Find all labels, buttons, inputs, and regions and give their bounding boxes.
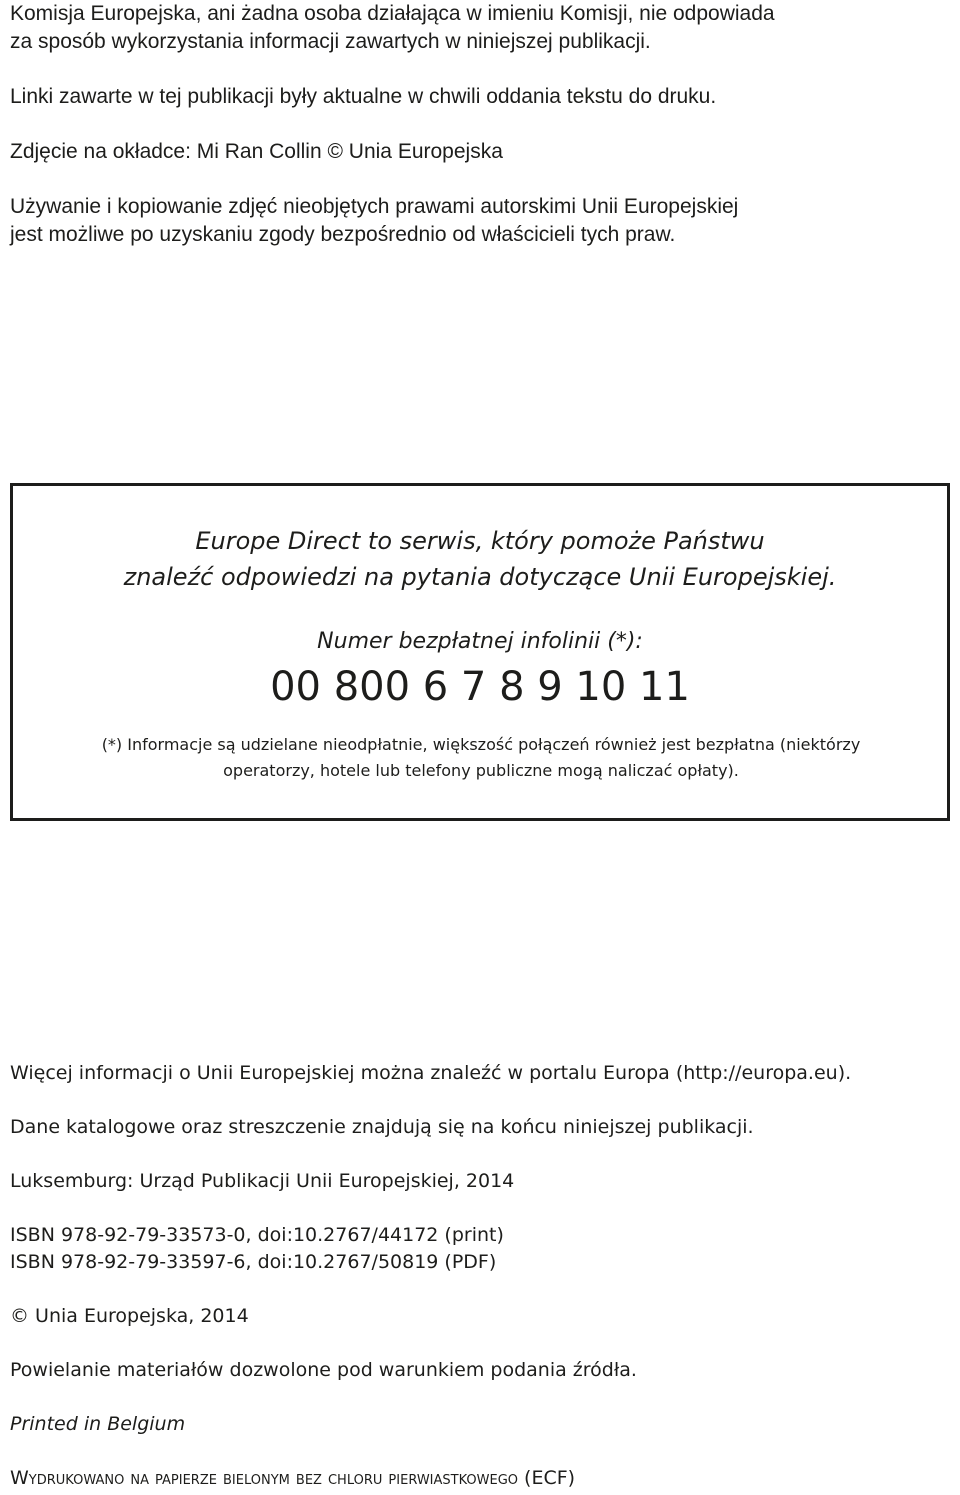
lead-line-2: znaleźć odpowiedzi na pytania dotyczące Unii Europejskiej. bbox=[123, 563, 837, 591]
disclaimer-line-1: Komisja Europejska, ani żadna osoba działająca w imieniu Komisji, nie odpowiada bbox=[10, 2, 775, 25]
reproduction-line: Powielanie materiałów dozwolone pod warunkiem podania źródła. bbox=[10, 1359, 637, 1381]
copyright-line: © Unia Europejska, 2014 bbox=[10, 1305, 249, 1327]
disclaimer-line-2: za sposób wykorzystania informacji zawartych w niniejszej publikacji. bbox=[10, 30, 651, 53]
printed-in-line: Printed in Belgium bbox=[10, 1413, 186, 1435]
footnote-line-2: operatorzy, hotele lub telefony publiczne mogą naliczać opłaty). bbox=[223, 761, 739, 780]
legal-notice-section bbox=[10, 0, 950, 249]
publisher-line: Luksemburg: Urząd Publikacji Unii Europejskiej, 2014 bbox=[10, 1170, 515, 1192]
paper-note-line: Wydrukowano na papierze bielonym bez chloru pierwiastkowego (ECF) bbox=[10, 1467, 576, 1489]
infoline-number: 00 800 6 7 8 9 10 11 bbox=[270, 664, 690, 710]
infoline-label: Numer bezpłatnej infolinii (*): bbox=[317, 629, 643, 654]
lead-line-1: Europe Direct to serwis, który pomoże Państwu bbox=[195, 527, 765, 555]
europe-direct-box bbox=[10, 483, 950, 821]
isbn-print: ISBN 978-92-79-33573-0, doi:10.2767/44172 (print) bbox=[10, 1224, 504, 1246]
usage-notice-line-1: Używanie i kopiowanie zdjęć nieobjętych prawami autorskimi Unii Europejskiej bbox=[10, 195, 739, 218]
footnote-line-1: (*) Informacje są udzielane nieodpłatnie, większość połączeń również jest bezpłatna (niektórzy bbox=[101, 735, 861, 754]
europe-direct-lead bbox=[13, 523, 947, 595]
infoline-footnote bbox=[53, 732, 909, 784]
catalogue-line: Dane katalogowe oraz streszczenie znajdują się na końcu niniejszej publikacji. bbox=[10, 1116, 754, 1138]
links-note: Linki zawarte w tej publikacji były aktualne w chwili oddania tekstu do druku. bbox=[10, 85, 717, 108]
isbn-pdf: ISBN 978-92-79-33597-6, doi:10.2767/50819 (PDF) bbox=[10, 1251, 497, 1273]
photo-credit: Zdjęcie na okładce: Mi Ran Collin © Unia Europejska bbox=[10, 140, 503, 163]
usage-notice-line-2: jest możliwe po uzyskaniu zgody bezpośrednio od właścicieli tych praw. bbox=[10, 223, 676, 246]
publication-details-section bbox=[10, 1060, 950, 1492]
more-info-line: Więcej informacji o Unii Europejskiej można znaleźć w portalu Europa (http://europa.eu). bbox=[10, 1062, 852, 1084]
